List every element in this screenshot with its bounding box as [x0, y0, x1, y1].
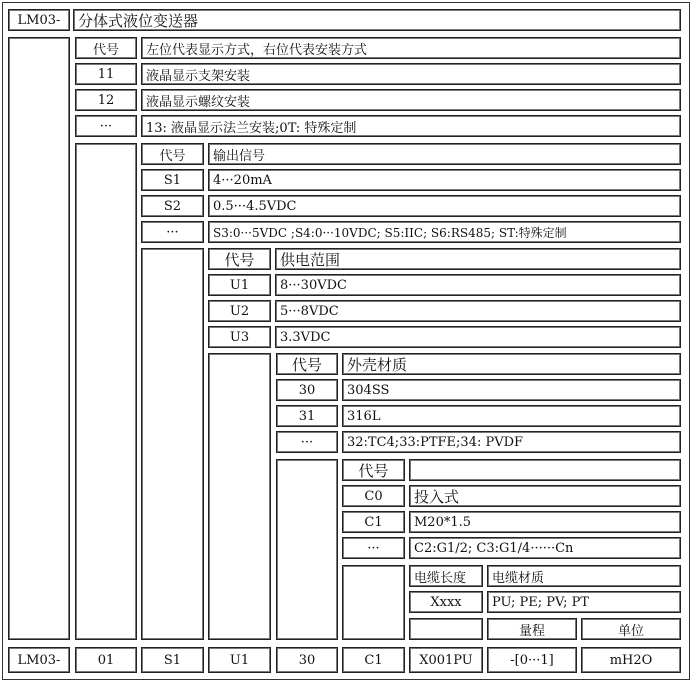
housing-code-31: 31 [276, 405, 338, 427]
example-signal: S1 [141, 647, 204, 673]
example-unit: mH2O [581, 647, 681, 673]
model-column-spacer [8, 37, 70, 640]
power-header-code: 代号 [208, 248, 271, 270]
housing-desc-30: 304SS [342, 379, 681, 401]
example-range: -[0···1] [487, 647, 577, 673]
signal-code-s2: S2 [141, 195, 204, 217]
power-code-u1: U1 [208, 274, 271, 296]
signal-header-desc: 输出信号 [208, 143, 681, 165]
connection-column-spacer [342, 565, 405, 640]
example-cable: X001PU [409, 647, 483, 673]
cable-length-label: 电缆长度 [409, 565, 483, 587]
example-power: U1 [208, 647, 271, 673]
housing-column-spacer [276, 459, 338, 640]
power-code-u2: U2 [208, 300, 271, 322]
mount-desc-11: 液晶显示支架安装 [141, 63, 681, 85]
example-model: LM03- [8, 647, 70, 673]
mount-code-11: 11 [75, 63, 137, 85]
connection-code-other: ··· [342, 537, 405, 559]
power-desc-u3: 3.3VDC [275, 326, 681, 348]
signal-header-code: 代号 [141, 143, 204, 165]
housing-header-code: 代号 [276, 353, 338, 375]
connection-desc-c1: M20*1.5 [409, 511, 681, 533]
mount-desc-other: 13: 液晶显示法兰安装;0T: 特殊定制 [141, 115, 681, 137]
mount-code-other: ··· [75, 115, 137, 137]
cable-material-options: PU; PE; PV; PT [487, 591, 681, 613]
housing-code-30: 30 [276, 379, 338, 401]
cable-length-code: Xxxx [409, 591, 483, 613]
range-label: 量程 [487, 618, 577, 640]
example-connection: C1 [342, 647, 405, 673]
model-code: LM03- [8, 9, 70, 31]
cable-spacer [409, 618, 483, 640]
example-mount: 01 [75, 647, 137, 673]
mount-desc-12: 液晶显示螺纹安装 [141, 89, 681, 111]
mount-column-spacer [75, 143, 137, 640]
housing-desc-other: 32:TC4;33:PTFE;34: PVDF [342, 431, 681, 453]
cable-material-label: 电缆材质 [487, 565, 681, 587]
mount-code-12: 12 [75, 89, 137, 111]
signal-desc-s1: 4···20mA [208, 169, 681, 191]
connection-code-c1: C1 [342, 511, 405, 533]
signal-desc-other: S3:0···5VDC ;S4:0···10VDC; S5:IIC; S6:RS485; ST:特殊定制 [208, 221, 681, 243]
connection-header-code: 代号 [342, 459, 405, 481]
power-desc-u1: 8···30VDC [275, 274, 681, 296]
model-title: 分体式液位变送器 [73, 9, 681, 31]
power-desc-u2: 5···8VDC [275, 300, 681, 322]
connection-code-c0: C0 [342, 485, 405, 507]
unit-label: 单位 [581, 618, 681, 640]
mount-header-code: 代号 [75, 37, 137, 59]
connection-desc-c0: 投入式 [409, 485, 681, 507]
signal-code-other: ··· [141, 221, 204, 243]
power-header-desc: 供电范围 [275, 248, 681, 270]
signal-code-s1: S1 [141, 169, 204, 191]
housing-desc-31: 316L [342, 405, 681, 427]
example-housing: 30 [276, 647, 338, 673]
signal-desc-s2: 0.5···4.5VDC [208, 195, 681, 217]
connection-desc-other: C2:G1/2; C3:G1/4······Cn [409, 537, 681, 559]
power-column-spacer [208, 353, 271, 640]
housing-header-desc: 外壳材质 [342, 353, 681, 375]
signal-column-spacer [141, 248, 204, 640]
connection-header-desc [409, 459, 681, 481]
housing-code-other: ··· [276, 431, 338, 453]
mount-header-desc: 左位代表显示方式，右位代表安装方式 [141, 37, 681, 59]
power-code-u3: U3 [208, 326, 271, 348]
